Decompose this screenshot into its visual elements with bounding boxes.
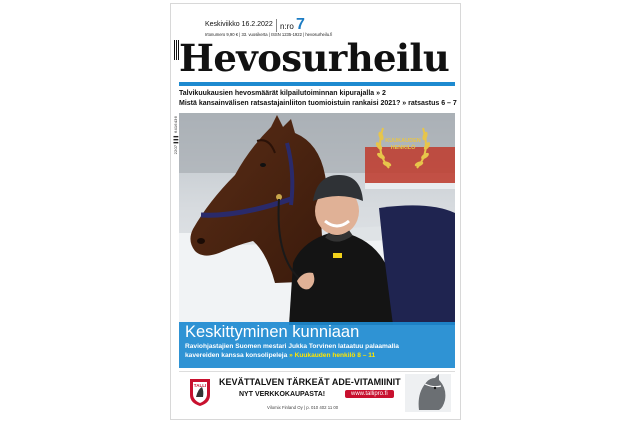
- issue-divider: [276, 19, 277, 32]
- cover-headline: Keskittyminen kunniaan: [185, 323, 360, 341]
- teaser-1-text: Talvikuukausien hevosmäärät kilpailutoiminnan kipurajalla: [179, 90, 375, 97]
- cover-deck: [185, 343, 399, 360]
- badge-line-1: KUUKAUDEN: [385, 138, 421, 144]
- teaser-2-ref: » ratsastus 6 – 7: [400, 100, 457, 107]
- ad-title: KEVÄTTALVEN TÄRKEÄT ADE-VITAMIINIT: [219, 377, 401, 387]
- ad-footer: Vilomix Finland Oy | p. 010 402 11 00: [267, 405, 339, 410]
- badge-text: [371, 138, 435, 151]
- issue-number-value: 7: [296, 16, 305, 33]
- ad-subtitle: NYT VERKKOKAUPASTA!: [239, 391, 326, 398]
- talli-logo-icon: [188, 377, 212, 407]
- teaser-2: [179, 100, 457, 107]
- cover-story: [179, 322, 455, 368]
- magazine-cover: [171, 4, 460, 419]
- ad-logo-text: TALLI: [193, 383, 207, 388]
- barcode-number: 2207 ▌▌▌ 6416436: [173, 116, 178, 155]
- publication-info: Irtonumero 9,90 € | 33. vuosikerta | ISSN 1235-1922 | hevosurheilu.fi: [205, 32, 333, 37]
- teaser-2-text: Mistä kansainvälisen ratsastajainliiton tuomioistuin rankaisi 2021?: [179, 100, 401, 107]
- cover-date: Keskiviikko 16.2.2022: [205, 21, 273, 28]
- deck-line-1: Raviohjastajien Suomen mestari Jukka Torvinen lataatuu palaamalla: [185, 343, 399, 350]
- deck-line-2-text: kavereiden kanssa konsolipeleja: [185, 351, 288, 359]
- issue-prefix: n:ro: [280, 22, 294, 31]
- person-of-the-month-badge: [371, 116, 435, 176]
- logo-underline: [179, 82, 455, 86]
- advertisement: [179, 371, 455, 416]
- teaser-1-ref: » 2: [374, 90, 386, 97]
- magazine-logo: Hevosurheilu: [179, 36, 450, 80]
- deck-ref: » Kuukauden henkilö 8 – 11: [287, 351, 376, 359]
- teaser-1: [179, 90, 386, 97]
- deck-line-2: [185, 352, 399, 361]
- ad-url-button[interactable]: www.tallipro.fi: [345, 390, 394, 398]
- horse-head-icon: [405, 374, 451, 412]
- badge-line-2: HENKILÖ: [390, 144, 416, 151]
